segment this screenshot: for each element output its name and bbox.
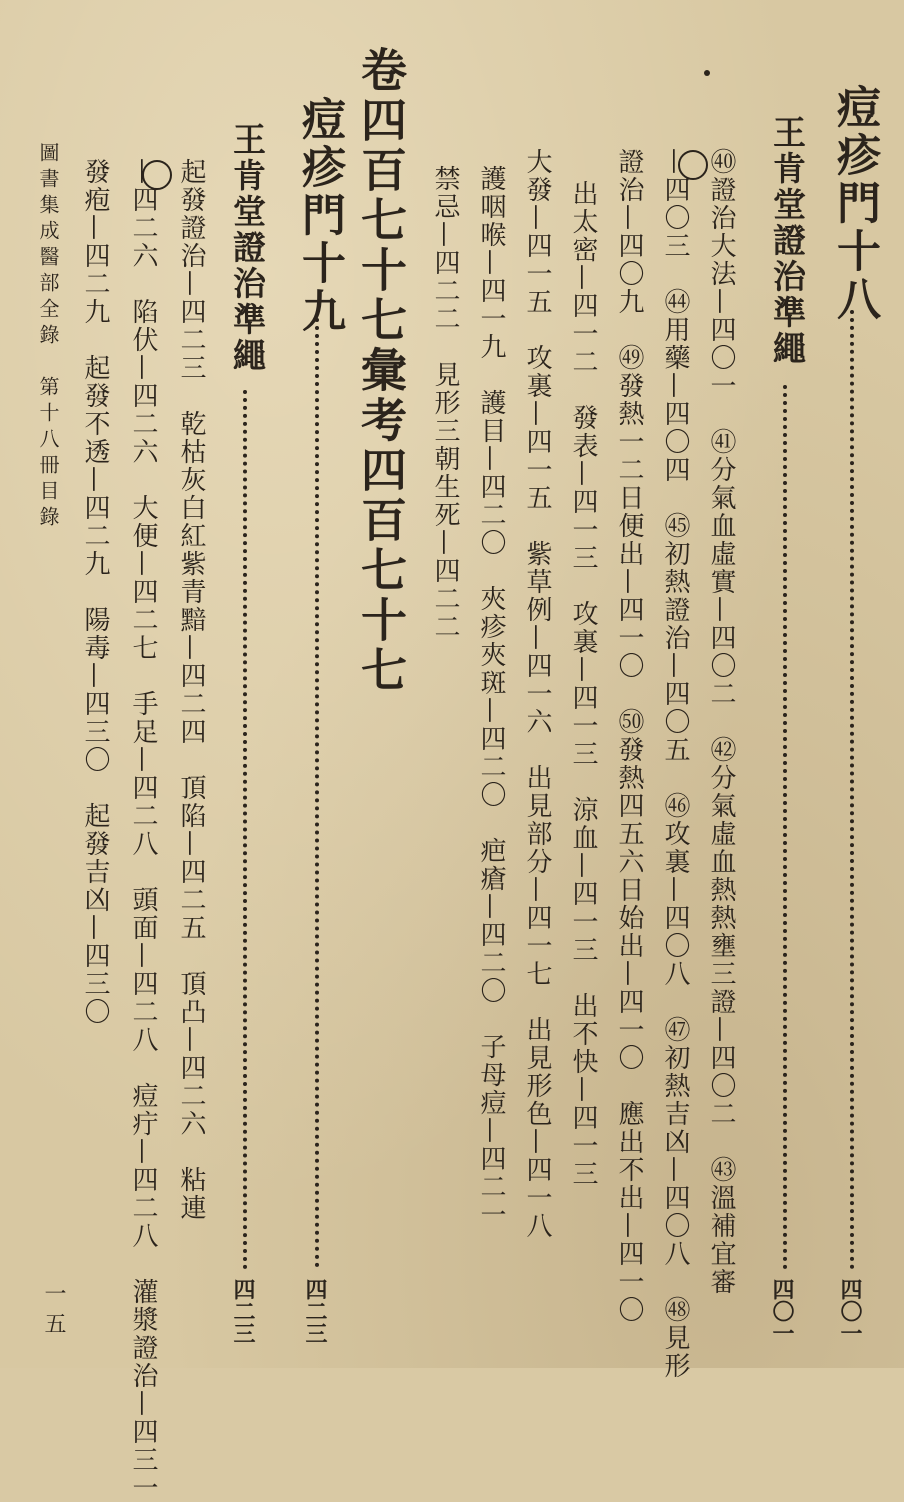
wang19-title: 王肯堂證治準繩: [228, 122, 267, 374]
page-number: 一五: [41, 1282, 66, 1342]
entry18-line: 護咽喉—四一九 護目—四二〇 夾疹夾斑—四二〇 疤瘡—四二〇 子母痘—四二一: [476, 165, 506, 1229]
section19-page: 四二三: [302, 1278, 328, 1344]
entry18-line: 出太密—四一二 發表—四一三 攻裏—四一三 涼血—四一三 出不快—四一三: [568, 180, 598, 1188]
section19-leader: [315, 318, 319, 1268]
wang18-leader: [783, 385, 787, 1270]
section19-heading: 痘疹門十九: [294, 96, 345, 336]
entry18-line: 證治—四〇九 ㊾發熱一二日便出—四一〇 ㊿發熱四五六日始出—四一〇 應出不出—四一〇: [614, 148, 644, 1324]
running-title: 圖書集成醫部全錄 第十八冊目錄: [36, 142, 60, 532]
tag-circle: [678, 150, 708, 180]
section18-page: 四〇一: [837, 1278, 863, 1344]
ink-dot: [704, 70, 710, 76]
volume-heading: 卷四百七十七彙考四百七十七: [354, 46, 408, 696]
wang19-page: 四二三: [230, 1278, 256, 1344]
section18-heading: 痘疹門十八: [829, 84, 880, 324]
tag-circle: [142, 160, 172, 190]
wang18-title: 王肯堂證治準繩: [768, 115, 807, 367]
entry19-line: 發疱—四二九 起發不透—四二九 陽毒—四三〇 起發吉凶—四三〇: [80, 158, 110, 1026]
section18-leader: [850, 310, 854, 1270]
entry18-line: 大發—四一五 攻裏—四一五 紫草例—四一六 出見部分—四一七 出見形色—四一八: [522, 148, 552, 1240]
entry19-line: 起發證治—四二三 乾枯灰白紅紫青黯—四二四 頂陷—四二五 頂凸—四二六 粘連: [176, 158, 206, 1222]
entry18-line: ㊵證治大法—四〇一 ㊶分氣血虛實—四〇二 ㊷分氣虛血熱熱壅三證—四〇二 ㊸溫補宜審: [706, 148, 736, 1296]
entry18-line: —四〇三 ㊹用藥—四〇四 ㊺初熱證治—四〇五 ㊻攻裏—四〇八 ㊼初熱吉凶—四〇八 ㊽見形: [660, 148, 690, 1380]
entry18-line: 禁忌—四二二 見形三朝生死—四二二: [430, 165, 460, 641]
wang19-leader: [243, 390, 247, 1270]
entry19-line: —四二六 陷伏—四二六 大便—四二七 手足—四二八 頭面—四二八 痘疔—四二八 灌漿證治—四三一: [128, 158, 158, 1502]
wang18-page: 四〇一: [769, 1278, 795, 1344]
